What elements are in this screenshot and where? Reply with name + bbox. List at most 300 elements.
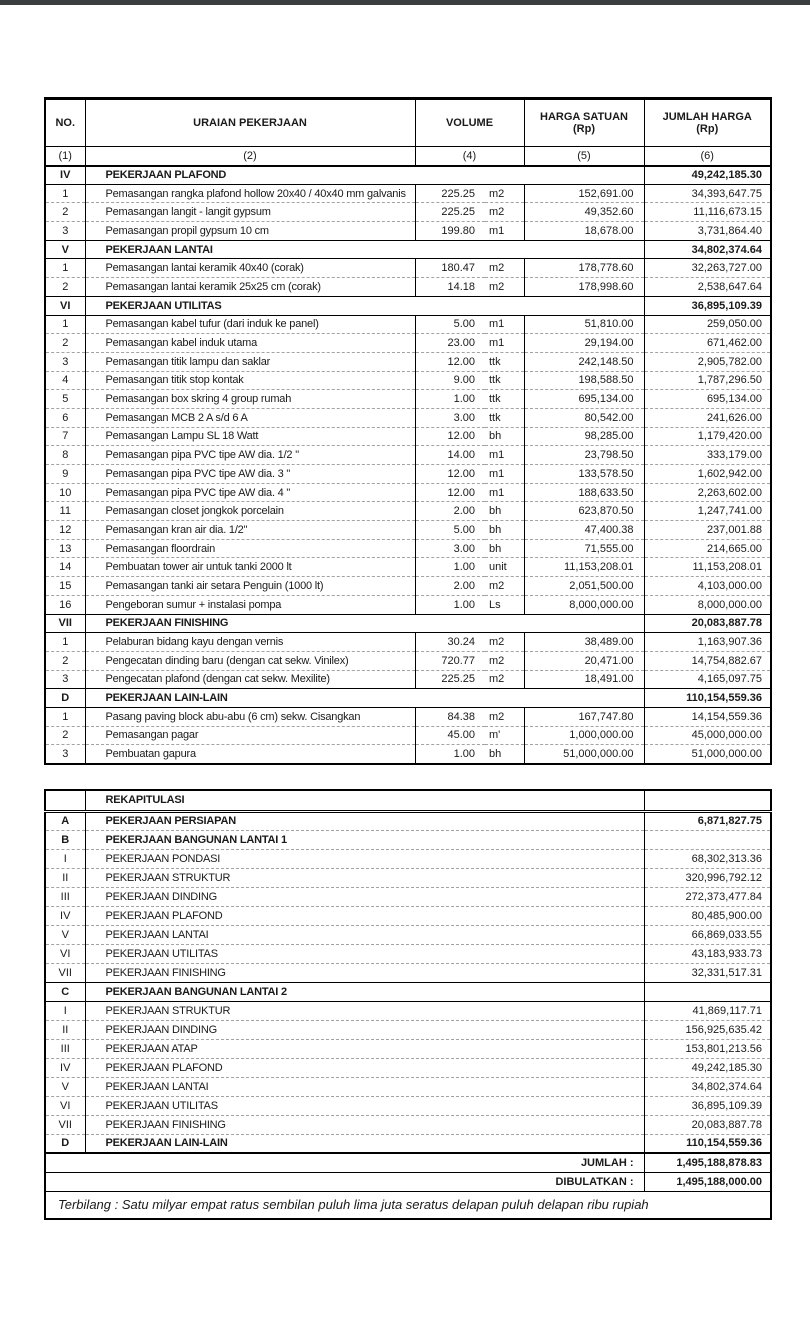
dibulatkan-row [45,1172,771,1191]
item-unit-price: 29,194.00 [524,334,644,353]
rekap-row-amount: 110,154,559.36 [644,1134,771,1153]
rekap-row [45,1001,771,1020]
rekap-row-label: PEKERJAAN FINISHING [85,963,644,982]
item-amount: 214,665.00 [644,539,771,558]
rekap-row-no: I [45,849,85,868]
rekap-row [45,1115,771,1134]
rekap-row-label: PEKERJAAN UTILITAS [85,1096,644,1115]
rekap-row-amount: 34,802,374.64 [644,1077,771,1096]
item-row [45,521,771,540]
item-unit: bh [485,427,524,446]
rekap-row-no: III [45,1039,85,1058]
rekap-row-label: PEKERJAAN PLAFOND [85,1058,644,1077]
item-amount: 333,179.00 [644,446,771,465]
rekap-title-amount-cell [644,790,771,811]
rekap-row-amount: 68,302,313.36 [644,849,771,868]
section-no: IV [45,166,85,185]
section-no: D [45,689,85,708]
item-no: 9 [45,465,85,484]
item-unit: m2 [485,670,524,689]
item-no: 12 [45,521,85,540]
rekap-title-row [45,790,771,811]
item-desc: Pemasangan rangka plafond hollow 20x40 / 40x40 mm galvanis [85,184,415,203]
rekap-row-label: PEKERJAAN PLAFOND [85,906,644,925]
item-no: 5 [45,390,85,409]
rekap-row-no: II [45,1020,85,1039]
item-unit: unit [485,558,524,577]
item-desc: Pemasangan MCB 2 A s/d 6 A [85,408,415,427]
item-row [45,352,771,371]
item-amount: 4,165,097.75 [644,670,771,689]
boq-table [44,97,772,765]
item-qty: 12.00 [415,465,485,484]
rekap-row-no: IV [45,906,85,925]
item-desc: Pemasangan titik lampu dan saklar [85,352,415,371]
rekap-row-amount: 80,485,900.00 [644,906,771,925]
item-qty: 1.00 [415,745,485,764]
item-qty: 84.38 [415,707,485,726]
item-no: 1 [45,633,85,652]
item-amount: 51,000,000.00 [644,745,771,764]
item-amount: 14,754,882.67 [644,651,771,670]
rekap-row-no: III [45,887,85,906]
item-unit: m1 [485,315,524,334]
item-qty: 1.00 [415,595,485,614]
jumlah-row [45,1153,771,1172]
item-unit: m2 [485,278,524,297]
item-unit: m' [485,726,524,745]
item-qty: 3.00 [415,539,485,558]
item-row [45,408,771,427]
section-label: PEKERJAAN LAIN-LAIN [85,689,644,708]
item-unit-price: 178,998.60 [524,278,644,297]
section-label: PEKERJAAN FINISHING [85,614,644,633]
rekap-row-label: PEKERJAAN PERSIAPAN [85,811,644,830]
header-line: (Rp) [696,123,719,135]
item-amount: 1,179,420.00 [644,427,771,446]
rekap-row-amount: 153,801,213.56 [644,1039,771,1058]
item-unit-price: 51,810.00 [524,315,644,334]
item-row [45,595,771,614]
rekap-row [45,1134,771,1153]
rekap-row [45,811,771,830]
item-unit-price: 133,578.50 [524,465,644,484]
item-no: 13 [45,539,85,558]
boq-column-index-row [45,147,771,166]
item-desc: Pemasangan kabel tufur (dari induk ke panel) [85,315,415,334]
item-desc: Pengeboran sumur + instalasi pompa [85,595,415,614]
section-amount: 36,895,109.39 [644,296,771,315]
rekap-row-no: V [45,925,85,944]
item-qty: 14.18 [415,278,485,297]
item-unit-price: 80,542.00 [524,408,644,427]
section-amount: 34,802,374.64 [644,240,771,259]
item-qty: 225.25 [415,203,485,222]
rekap-row-label: PEKERJAAN BANGUNAN LANTAI 2 [85,982,644,1001]
item-unit-price: 623,870.50 [524,502,644,521]
item-unit-price: 18,491.00 [524,670,644,689]
item-qty: 199.80 [415,222,485,241]
item-row [45,577,771,596]
item-desc: Pemasangan pagar [85,726,415,745]
rekap-table-body [45,811,771,1153]
item-amount: 4,103,000.00 [644,577,771,596]
terbilang-text: Terbilang : Satu milyar empat ratus sembilan puluh lima juta seratus delapan puluh delapan ribu rupiah [45,1191,771,1219]
header-line: HARGA SATUAN [540,111,628,123]
item-unit-price: 242,148.50 [524,352,644,371]
rekap-row-label: PEKERJAAN LANTAI [85,1077,644,1096]
item-qty: 30.24 [415,633,485,652]
col-header-harga-satuan [524,99,644,147]
col-index-4: (4) [415,147,524,166]
rekap-row-amount: 20,083,887.78 [644,1115,771,1134]
item-no: 2 [45,651,85,670]
section-amount: 49,242,185.30 [644,166,771,185]
item-desc: Pemasangan pipa PVC tipe AW dia. 4 " [85,483,415,502]
rekap-row-amount: 49,242,185.30 [644,1058,771,1077]
rekap-row-no: C [45,982,85,1001]
item-unit: m2 [485,707,524,726]
section-label: PEKERJAAN UTILITAS [85,296,644,315]
item-desc: Pemasangan pipa PVC tipe AW dia. 1/2 " [85,446,415,465]
col-index-2: (2) [85,147,415,166]
item-unit-price: 152,691.00 [524,184,644,203]
header-line: (Rp) [573,123,595,135]
item-no: 16 [45,595,85,614]
item-no: 11 [45,502,85,521]
item-unit: m2 [485,633,524,652]
rekap-row [45,1077,771,1096]
item-row [45,184,771,203]
item-unit: m1 [485,483,524,502]
section-row [45,240,771,259]
item-desc: Pemasangan propil gypsum 10 cm [85,222,415,241]
item-unit: ttk [485,352,524,371]
col-header-jumlah-harga [644,99,771,147]
item-amount: 1,247,741.00 [644,502,771,521]
item-unit: bh [485,745,524,764]
rekap-row-label: PEKERJAAN STRUKTUR [85,1001,644,1020]
item-qty: 45.00 [415,726,485,745]
item-unit: m1 [485,334,524,353]
item-no: 3 [45,745,85,764]
rekap-row-amount: 66,869,033.55 [644,925,771,944]
item-unit: ttk [485,371,524,390]
rekap-row-no: B [45,830,85,849]
section-label: PEKERJAAN LANTAI [85,240,644,259]
rekap-row [45,849,771,868]
item-row [45,558,771,577]
item-qty: 23.00 [415,334,485,353]
item-unit-price: 11,153,208.01 [524,558,644,577]
item-no: 2 [45,278,85,297]
item-unit-price: 2,051,500.00 [524,577,644,596]
rekap-row-amount: 272,373,477.84 [644,887,771,906]
item-no: 8 [45,446,85,465]
rekap-title-no-cell [45,790,85,811]
rekap-row-no: IV [45,1058,85,1077]
item-amount: 2,905,782.00 [644,352,771,371]
item-no: 6 [45,408,85,427]
item-desc: Pemasangan floordrain [85,539,415,558]
rekap-row [45,1096,771,1115]
item-unit-price: 38,489.00 [524,633,644,652]
item-unit: m2 [485,203,524,222]
item-unit-price: 18,678.00 [524,222,644,241]
item-unit: m1 [485,446,524,465]
item-qty: 12.00 [415,427,485,446]
item-unit-price: 98,285.00 [524,427,644,446]
rekap-row-no: VII [45,963,85,982]
jumlah-label: JUMLAH : [45,1153,644,1172]
rekap-row [45,868,771,887]
item-desc: Pemasangan box skring 4 group rumah [85,390,415,409]
item-unit: m2 [485,651,524,670]
item-desc: Pemasangan lantai keramik 40x40 (corak) [85,259,415,278]
item-qty: 12.00 [415,352,485,371]
item-no: 3 [45,670,85,689]
item-row [45,539,771,558]
item-desc: Pasang paving block abu-abu (6 cm) sekw. Cisangkan [85,707,415,726]
item-row [45,222,771,241]
section-row [45,296,771,315]
rekap-row-label: PEKERJAAN ATAP [85,1039,644,1058]
rekap-row-amount [644,982,771,1001]
boq-table-body [45,166,771,764]
item-qty: 9.00 [415,371,485,390]
item-desc: Pemasangan closet jongkok porcelain [85,502,415,521]
rekap-row [45,887,771,906]
item-amount: 1,602,942.00 [644,465,771,484]
item-row [45,278,771,297]
section-amount: 20,083,887.78 [644,614,771,633]
item-amount: 11,153,208.01 [644,558,771,577]
item-qty: 5.00 [415,315,485,334]
item-qty: 2.00 [415,502,485,521]
item-unit: bh [485,539,524,558]
item-desc: Pemasangan kabel induk utama [85,334,415,353]
rekap-row [45,1020,771,1039]
col-header-no: NO. [45,99,85,147]
col-index-6: (6) [644,147,771,166]
rekap-title: REKAPITULASI [85,790,644,811]
item-row [45,259,771,278]
col-header-volume: VOLUME [415,99,524,147]
rekap-row [45,963,771,982]
rekap-row-amount: 6,871,827.75 [644,811,771,830]
rekap-row [45,830,771,849]
item-amount: 695,134.00 [644,390,771,409]
item-unit: Ls [485,595,524,614]
section-row [45,166,771,185]
rekap-row [45,944,771,963]
rekap-row-no: VII [45,1115,85,1134]
rekap-row-amount [644,830,771,849]
item-amount: 2,538,647.64 [644,278,771,297]
item-unit-price: 188,633.50 [524,483,644,502]
item-qty: 720.77 [415,651,485,670]
item-row [45,651,771,670]
rekap-row-label: PEKERJAAN UTILITAS [85,944,644,963]
item-desc: Pelaburan bidang kayu dengan vernis [85,633,415,652]
item-row [45,203,771,222]
item-unit-price: 1,000,000.00 [524,726,644,745]
rekap-row-amount: 320,996,792.12 [644,868,771,887]
item-qty: 225.25 [415,670,485,689]
rekap-row-no: A [45,811,85,830]
item-amount: 34,393,647.75 [644,184,771,203]
rekap-row-label: PEKERJAAN LANTAI [85,925,644,944]
item-qty: 225.25 [415,184,485,203]
item-no: 7 [45,427,85,446]
item-no: 10 [45,483,85,502]
item-qty: 2.00 [415,577,485,596]
item-desc: Pemasangan lantai keramik 25x25 cm (corak) [85,278,415,297]
item-row [45,334,771,353]
item-unit-price: 167,747.80 [524,707,644,726]
item-qty: 5.00 [415,521,485,540]
item-unit: m2 [485,577,524,596]
rekap-row-label: PEKERJAAN STRUKTUR [85,868,644,887]
rekap-row-amount: 36,895,109.39 [644,1096,771,1115]
item-row [45,707,771,726]
item-amount: 32,263,727.00 [644,259,771,278]
boq-table-head [45,99,771,166]
item-no: 2 [45,726,85,745]
item-no: 3 [45,222,85,241]
rekap-row-no: VI [45,1096,85,1115]
rekap-row [45,1039,771,1058]
rekap-row [45,925,771,944]
item-unit-price: 695,134.00 [524,390,644,409]
item-desc: Pengecatan plafond (dengan cat sekw. Mexilite) [85,670,415,689]
item-amount: 671,462.00 [644,334,771,353]
rekap-table [44,789,772,1220]
rekap-row-no: I [45,1001,85,1020]
item-qty: 14.00 [415,446,485,465]
item-amount: 8,000,000.00 [644,595,771,614]
rekap-row-no: V [45,1077,85,1096]
item-qty: 180.47 [415,259,485,278]
jumlah-amount: 1,495,188,878.83 [644,1153,771,1172]
rekap-row-amount: 156,925,635.42 [644,1020,771,1039]
col-index-1: (1) [45,147,85,166]
item-no: 14 [45,558,85,577]
item-amount: 259,050.00 [644,315,771,334]
item-qty: 12.00 [415,483,485,502]
rekap-row-no: II [45,868,85,887]
item-row [45,745,771,764]
window-top-bar [0,0,810,5]
item-unit: m2 [485,184,524,203]
item-unit: bh [485,502,524,521]
item-desc: Pengecatan dinding baru (dengan cat sekw. Vinilex) [85,651,415,670]
item-no: 2 [45,334,85,353]
item-row [45,427,771,446]
item-unit: ttk [485,390,524,409]
item-no: 1 [45,707,85,726]
rekap-row-amount: 41,869,117.71 [644,1001,771,1020]
section-row [45,689,771,708]
item-amount: 241,626.00 [644,408,771,427]
rekap-row-label: PEKERJAAN DINDING [85,1020,644,1039]
rekap-row-label: PEKERJAAN DINDING [85,887,644,906]
item-row [45,483,771,502]
col-index-5: (5) [524,147,644,166]
item-unit: m2 [485,259,524,278]
item-amount: 3,731,864.40 [644,222,771,241]
rekap-row-label: PEKERJAAN LAIN-LAIN [85,1134,644,1153]
item-unit-price: 71,555.00 [524,539,644,558]
section-amount: 110,154,559.36 [644,689,771,708]
boq-header-row [45,99,771,147]
item-unit-price: 51,000,000.00 [524,745,644,764]
item-amount: 237,001.88 [644,521,771,540]
item-row [45,726,771,745]
item-row [45,633,771,652]
item-unit-price: 198,588.50 [524,371,644,390]
item-no: 1 [45,184,85,203]
item-desc: Pemasangan pipa PVC tipe AW dia. 3 " [85,465,415,484]
item-row [45,446,771,465]
item-no: 1 [45,315,85,334]
item-desc: Pembuatan tower air untuk tanki 2000 lt [85,558,415,577]
rekap-row [45,906,771,925]
dibulatkan-label: DIBULATKAN : [45,1172,644,1191]
rekap-row-no: VI [45,944,85,963]
item-row [45,502,771,521]
section-row [45,614,771,633]
header-line: JUMLAH HARGA [662,111,752,123]
item-unit: bh [485,521,524,540]
rekap-table-foot [45,1153,771,1219]
item-no: 2 [45,203,85,222]
section-no: VII [45,614,85,633]
item-unit-price: 20,471.00 [524,651,644,670]
item-unit-price: 178,778.60 [524,259,644,278]
item-desc: Pemasangan kran air dia. 1/2" [85,521,415,540]
item-desc: Pemasangan tanki air setara Penguin (1000 lt) [85,577,415,596]
section-no: VI [45,296,85,315]
item-no: 4 [45,371,85,390]
item-row [45,315,771,334]
item-qty: 1.00 [415,390,485,409]
item-unit: m1 [485,465,524,484]
item-desc: Pembuatan gapura [85,745,415,764]
section-label: PEKERJAAN PLAFOND [85,166,644,185]
item-qty: 1.00 [415,558,485,577]
item-no: 15 [45,577,85,596]
item-row [45,465,771,484]
rekap-row [45,982,771,1001]
item-unit: m1 [485,222,524,241]
item-unit-price: 8,000,000.00 [524,595,644,614]
item-row [45,371,771,390]
section-no: V [45,240,85,259]
rekap-table-head [45,790,771,811]
item-desc: Pemasangan titik stop kontak [85,371,415,390]
item-unit-price: 23,798.50 [524,446,644,465]
item-amount: 1,787,296.50 [644,371,771,390]
rekap-row-label: PEKERJAAN BANGUNAN LANTAI 1 [85,830,644,849]
item-amount: 14,154,559.36 [644,707,771,726]
item-unit-price: 49,352.60 [524,203,644,222]
item-unit: ttk [485,408,524,427]
item-row [45,670,771,689]
rekap-row-no: D [45,1134,85,1153]
rekap-row [45,1058,771,1077]
item-desc: Pemasangan Lampu SL 18 Watt [85,427,415,446]
